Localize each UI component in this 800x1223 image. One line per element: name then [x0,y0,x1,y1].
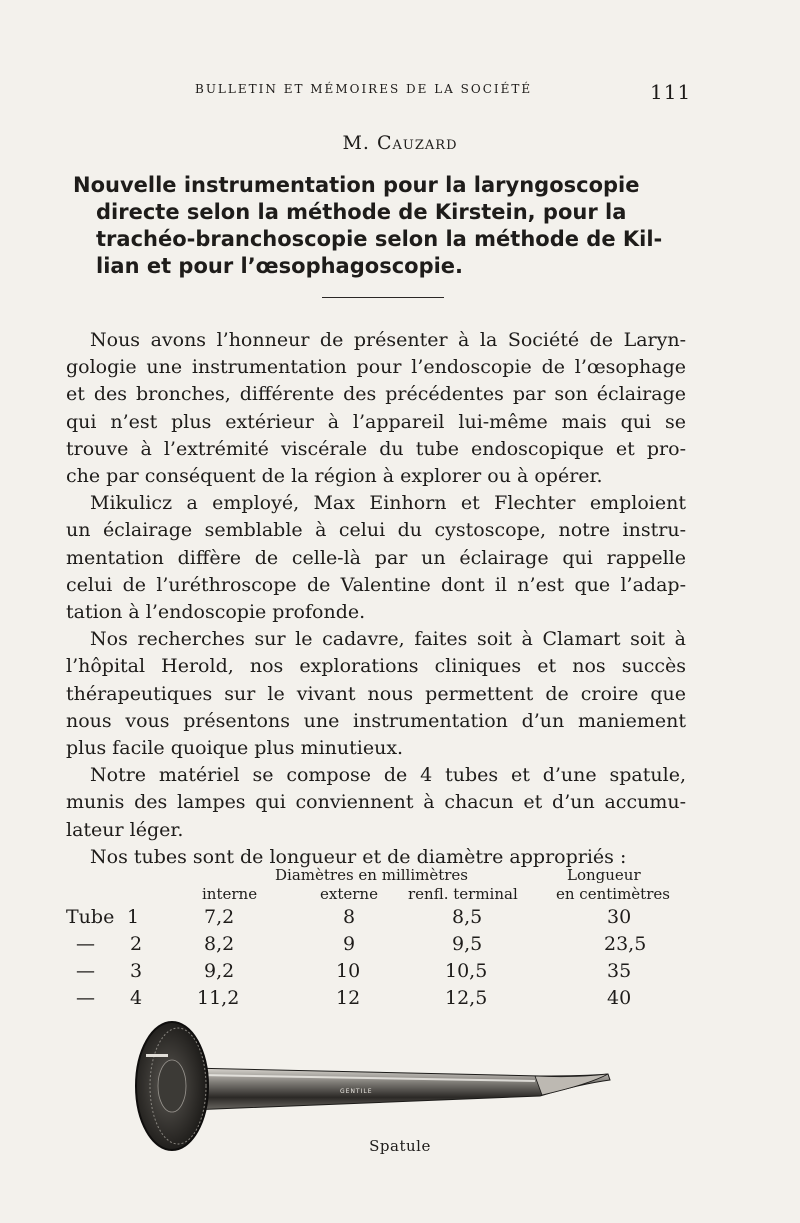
cell-renfl: 8,5 [452,906,483,928]
table-col-renfl: renfl. terminal [408,885,518,903]
article-body [66,327,686,871]
running-head: BULLETIN ET MÉMOIRES DE LA SOCIÉTÉ [195,82,533,96]
table-group-header: Diamètres en millimètres [275,866,469,884]
cell-longueur: 30 [607,906,632,928]
body-line: Nos tubes sont de longueur et de diamètre appropriés : [90,845,627,868]
body-line: nous vous présentons une instrumentation d’un maniement [66,709,686,732]
cell-renfl: 12,5 [445,987,488,1009]
body-line: mentation diffère de celle-là par un éclairage qui rappelle [66,546,686,569]
author-name: M. Cauzard [342,132,458,154]
article-author [0,132,800,154]
title-line: trachéo-branchoscopie selon la méthode de Kil- [96,227,663,251]
table-row [0,960,800,988]
body-line: et des bronches, différente des précédentes par son éclairage [66,383,686,406]
body-line: plus facile quoique plus minutieux. [66,737,404,760]
row-label: — [76,960,95,982]
table-col-longueur: en centimètres [556,885,670,903]
figure-caption: Spatule [369,1137,431,1155]
body-line: un éclairage semblable à celui du cystoscope, notre instru- [66,519,686,542]
title-line: lian et pour l’œsophagoscopie. [96,254,464,278]
body-line: gologie une instrumentation pour l’endoscopie de l’œsophage [66,356,686,379]
title-divider [322,297,444,298]
body-line: celui de l’uréthroscope de Valentine dont il n’est que l’adap- [66,573,686,596]
cell-renfl: 10,5 [445,960,488,982]
body-line: munis des lampes qui conviennent à chacun et d’un accumu- [66,791,686,814]
title-line: Nouvelle instrumentation pour la laryngoscopie [73,173,640,197]
cell-interne: 8,2 [204,933,235,955]
table-row [0,987,800,1015]
cell-interne: 11,2 [197,987,240,1009]
body-line: l’hôpital Herold, nos explorations cliniques et nos succès [66,655,686,678]
table-row [0,906,800,934]
cell-interne: 9,2 [204,960,235,982]
body-line: Notre matériel se compose de 4 tubes et d’une spatule, [90,764,686,787]
body-line: tation à l’endoscopie profonde. [66,601,366,624]
body-line: thérapeutiques sur le vivant nous permettent de croire que [66,682,686,705]
cell-longueur: 23,5 [604,933,647,955]
cell-externe: 9 [343,933,356,955]
cell-interne: 7,2 [204,906,235,928]
row-number: 1 [127,906,140,928]
article-title [73,172,688,280]
cell-renfl: 9,5 [452,933,483,955]
body-line: Nous avons l’honneur de présenter à la Société de Laryn- [90,329,686,351]
table-row [0,933,800,961]
spatule-engraving: GENTILE [340,1088,373,1095]
cell-longueur: 40 [607,987,632,1009]
body-line: trouve à l’extrémité viscérale du tube endoscopique et pro- [66,437,686,460]
body-line: lateur léger. [66,818,184,841]
table-length-header: Longueur [567,866,641,884]
cell-externe: 12 [336,987,361,1009]
cell-externe: 8 [343,906,356,928]
cell-longueur: 35 [607,960,632,982]
table-col-interne: interne [202,885,258,903]
title-line: directe selon la méthode de Kirstein, pour la [96,200,627,224]
body-line: Nos recherches sur le cadavre, faites soit à Clamart soit à [90,628,686,651]
body-line: qui n’est plus extérieur à l’appareil lui-même mais qui se [66,410,686,433]
row-number: 3 [130,960,143,982]
row-label: — [76,987,95,1009]
row-number: 4 [130,987,143,1009]
row-label: — [76,933,95,955]
page-number: 111 [650,80,692,104]
body-line: che par conséquent de la région à explorer ou à opérer. [66,465,603,488]
table-col-externe: externe [320,885,378,903]
row-number: 2 [130,933,143,955]
row-label: Tube [66,906,115,928]
body-line: Mikulicz a employé, Max Einhorn et Flechter emploient [90,492,686,515]
cell-externe: 10 [336,960,361,982]
